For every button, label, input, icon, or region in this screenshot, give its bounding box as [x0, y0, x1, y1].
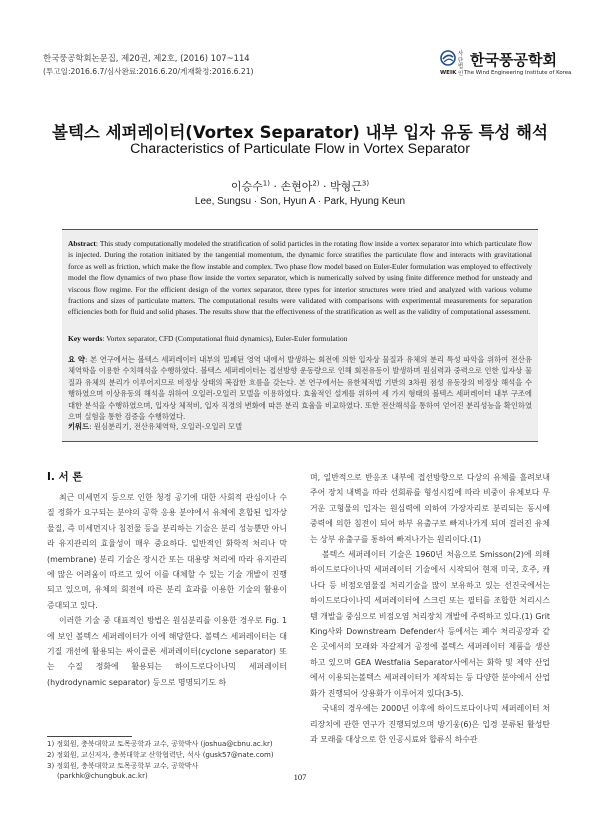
- authors-english: Lee, Sungsu · Son, Hyun A · Park, Hyung Keun: [194, 196, 406, 207]
- title-english: Characteristics of Particulate Flow in Vortex Separator: [130, 141, 470, 157]
- keywords-english: [68, 334, 532, 343]
- author-separator: ·: [269, 180, 281, 193]
- abstract-box: [62, 229, 538, 442]
- wind-institute-logo-icon: [440, 50, 456, 68]
- logo-abbr: WEIK: [440, 70, 457, 76]
- society-logo: [440, 50, 572, 82]
- footnote: 1) 정회원, 충북대학교 토목공학과 교수, 공학박사 (joshua@cbnu.ac.kr): [47, 740, 273, 748]
- author-name: 박형근: [330, 180, 362, 193]
- korean-abstract-label: 요 약: [68, 355, 85, 364]
- footnote-rule: [47, 736, 132, 737]
- footnote: 3) 정회원, 충북대학교 토목공학부 교수, 공학박사: [47, 761, 199, 770]
- section-heading: I. 서 론: [47, 471, 83, 483]
- author-mark: 3): [361, 179, 370, 188]
- paragraph: 최근 미세먼지 등으로 인한 청정 공기에 대한 사회적 관심이나 수질 정화가 요구되는 분야의 공학 응용 분야에서 유체에 혼합된 입자상 물질, 즉 미세먼지나 침전물 등을 분리하는 기술은 분리 성능뿐만 아니라 유지관리의 효율성이 매우 중요하다. 일반적인 화학적 처리나 막(membrane) 분리 기술은 장시간 또는 대용량 처리에 따라 유지관리에 많은 어려움이 따르고 있어 이를 대체할 수 있는 기술 개발이 진행되고 있으며, 유체의 회전에 따른 분리 효과를 이용한 기술의 활용이 증대되고 있다.: [47, 493, 287, 610]
- journal-citation: 한국풍공학회논문집, 제20권, 제2호, (2016) 107~114: [43, 53, 250, 63]
- korean-abstract-body: : 본 연구에서는 볼텍스 세퍼레이터 내부의 밀폐된 영역 내에서 발생하는 회전에 의한 입자상 물질과 유체의 분리 특성 파악을 위하여 전산유체역학을 이용한 수치해석을 수행하였다. 볼텍스 세퍼레이터는 접선방향 운동량으로 인해 회전유동이 발생하며 원심력과 중력으로 인한 입자상 물질과 유체의 분리가 이루어지므로 비정상 상태의 복잡한 흐름을 갖는다. 본 연구에서는 유한체적법 기반의 3차원 점성 유동장의 비정상 해석을 수행하였으며 이상유동의 해석을 위하여 오일러-오일러 모델을 이용하였다. 효율적인 설계를 위하여 세 가지 형태의 볼텍스 세퍼레이터 내부 구조에 대한 분석을 수행하였으며, 입자상 체적비, 입자 직경의 변화에 따른 분리 효율을 비교하였다. 또한 전산해석을 통하여 얻어진 분리성능을 확인하였으며 실험을 통한 검증을 수행하였다.: [68, 355, 532, 422]
- abstract-label: Abstract: [68, 239, 96, 248]
- author-name: 이승수: [230, 180, 263, 193]
- paragraph: 이러한 기술 중 대표적인 방법은 원심분리를 이용한 경우로 Fig. 1에 보인 볼텍스 세퍼레이터가 이에 해당한다. 볼텍스 세퍼레이터는 대기질 개선에 활용되는 싸이클론 세퍼레이터(cyclone separator) 또는 수질 정화에 활용되는 하이드로다이나믹 세퍼레이터(hydrodynamic separator) 등으로 명명되기도 하: [47, 616, 287, 687]
- logo-small-text: 사단 법인: [458, 51, 464, 77]
- paragraph: 국내의 경우에는 2000년 이후에 하이드로다이나믹 세퍼레이터 처리장치에 관한 연구가 진행되었으며 방기웅(6)은 입경 분류된 활성탄과 모래를 대상으로 한 인공시료와 합류식 하수관: [310, 704, 550, 744]
- author-mark: 1): [262, 179, 270, 188]
- received-dates: (투고일:2016.6.7/심사완료:2016.6.20/게재확정:2016.6.21): [43, 67, 254, 76]
- keywords-body: : Vortex separator, CFD (Computational fluid dynamics), Euler-Euler formulation: [102, 334, 348, 343]
- author-name: 손현아: [280, 180, 313, 193]
- korean-keywords-body: : 원심분리기, 전산유체역학, 오일러-오일러 모델: [89, 422, 243, 431]
- abstract-korean: [68, 354, 532, 422]
- page-number: 107: [293, 772, 307, 782]
- paragraph: 며, 일반적으로 반응조 내부에 접선방향으로 다상의 유체를 흘려보내주어 장치 내벽을 따라 선회류를 형성시킴에 따라 비중이 유체보다 무거운 고형물의 입자는 원심력에 의하여 가장자리로 분리되는 동시에 중력에 의한 침전이 되어 하부 유출구로 빠져나가게 되며 걸러진 유체는 상부 유출구를 통하여 빠져나가는 원리이다.(1): [310, 473, 550, 544]
- logo-name: 한국풍공학회: [470, 51, 557, 69]
- author-separator: ·: [319, 180, 331, 193]
- body-column-left: [47, 470, 287, 690]
- authors-korean: [0, 178, 600, 194]
- keywords-korean: [68, 422, 532, 432]
- author-mark: 2): [312, 179, 320, 188]
- logo-english: The Wind Engineering Institute of Korea: [464, 70, 572, 76]
- keywords-label: Key words: [68, 334, 103, 343]
- paragraph: 볼텍스 세퍼레이터 기술은 1960년 처음으로 Smisson(2)에 의해 하이드로다이나믹 세퍼레이터 기술에서 시작되어 현재 미국, 호주, 캐나다 등 비점오염물질 처리기술을 많이 보유하고 있는 선진국에서는 하이드로다이나믹 세퍼레이터에 스크린 또는 필터를 조합한 처리시스템 개발을 중심으로 비점오염 처리장치 개발에 주력하고 있다.(1) Grit King사와 Downstream Defender사 등에서는 폐수 처리공장과 같은 곳에서의 모래와 자갈제거 공정에 볼텍스 세퍼레이터 제품을 생산하고 있으며 GEA Westfalia Separator사에서는 화학 및 제약 산업에서 이용되는볼텍스 세퍼레이터가 제작되는 등 다양한 분야에서 산업화가 진행되어 상용화가 이루어져 있다(3-5).: [310, 550, 550, 698]
- korean-keywords-label: 키워드: [68, 422, 90, 431]
- abstract-body: : This study computationally modeled the stratification of solid particles in the rotating flow inside a vortex separator into which particulate flow is injected. During the rotation initiated by the tangential momentum, the dynamic force stratifies the particulate flow and interacts with gravitational force as well as friction, which make the flow instable and complex. Two phase flow model based on Euler-Euler formulation was employed to effectively model the flow dynamics of two phase flow inside the vortex separator, which is numerically solved by using finite difference method for unsteady and viscous flow regime. For the efficient design of the vortex separator, three types for interior structures were tried and analyzed with various volume fractions and sizes of particulate matters. The computational results were validated with comparisons with experimental measurements for separation efficiencies both for fluid and solid phases. The results show that the effectiveness of the stratification as well as the validity of computational assessment.: [68, 239, 532, 317]
- footnote: 2) 정회원, 교신저자, 충북대학교 산학협력단, 석사 (gusk57@nate.com): [47, 750, 274, 759]
- abstract-english: [68, 238, 532, 318]
- body-column-right: [310, 470, 550, 747]
- title-korean: 볼텍스 세퍼레이터(Vortex Separator) 내부 입자 유동 특성 해석: [52, 123, 548, 142]
- footnote: (parkhk@chungbuk.ac.kr): [57, 772, 148, 781]
